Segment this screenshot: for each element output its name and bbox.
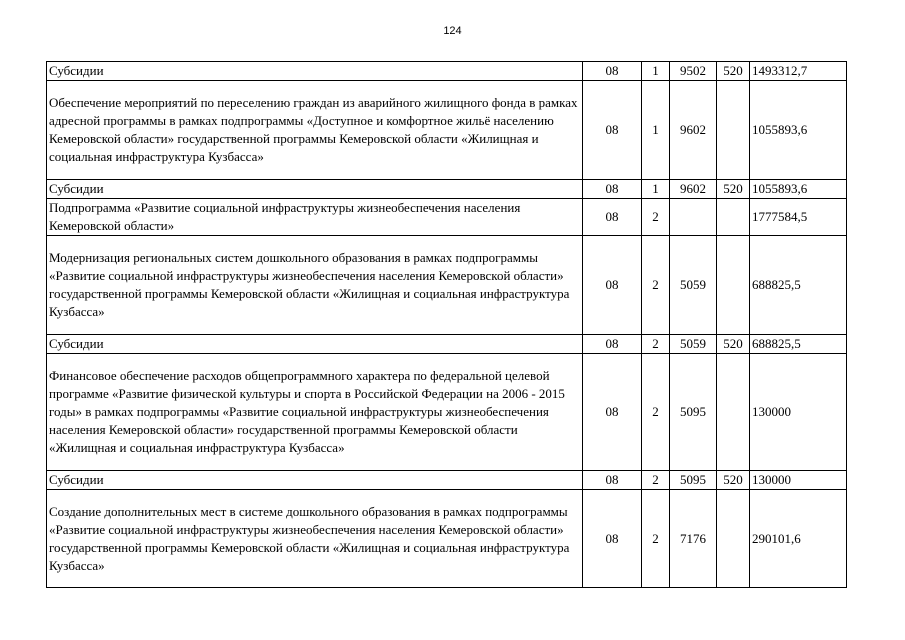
- row-description: Субсидии: [47, 180, 583, 199]
- target-article-code: 9602: [670, 180, 717, 199]
- section-code: 08: [583, 62, 642, 81]
- amount: 688825,5: [750, 236, 847, 335]
- target-article-code: 9602: [670, 81, 717, 180]
- subsection-code: 1: [642, 180, 670, 199]
- row-description: Финансовое обеспечение расходов общепрограммного характера по федеральной целевой программе «Развитие физической культуры и спорта в Российской Федерации на 2006 - 2015 годы» в рамках подпрограммы «Развитие социальной инфраструктуры жизнеобеспечения населения Кемеровской области» государственной программы Кемеровской области «Жилищная и социальная инфраструктура Кузбасса»: [47, 354, 583, 471]
- row-description: Подпрограмма «Развитие социальной инфраструктуры жизнеобеспечения населения Кемеровской области»: [47, 199, 583, 236]
- table-row: [47, 335, 847, 354]
- amount: 290101,6: [750, 490, 847, 588]
- subsection-code: 2: [642, 335, 670, 354]
- expense-type-code: 520: [717, 180, 750, 199]
- amount: 1055893,6: [750, 180, 847, 199]
- amount: 1055893,6: [750, 81, 847, 180]
- table-row: [47, 471, 847, 490]
- table-row: [47, 236, 847, 335]
- section-code: 08: [583, 81, 642, 180]
- section-code: 08: [583, 471, 642, 490]
- row-description: Обеспечение мероприятий по переселению граждан из аварийного жилищного фонда в рамках адресной программы в рамках подпрограммы «Доступное и комфортное жильё населению Кемеровской области» государственной программы Кемеровской области «Жилищная и социальная инфраструктура Кузбасса»: [47, 81, 583, 180]
- subsection-code: 2: [642, 354, 670, 471]
- expense-type-code: 520: [717, 62, 750, 81]
- section-code: 08: [583, 236, 642, 335]
- row-description: Субсидии: [47, 471, 583, 490]
- amount: 1493312,7: [750, 62, 847, 81]
- subsection-code: 2: [642, 236, 670, 335]
- target-article-code: 5059: [670, 335, 717, 354]
- section-code: 08: [583, 490, 642, 588]
- table-row: [47, 180, 847, 199]
- subsection-code: 2: [642, 199, 670, 236]
- subsection-code: 2: [642, 490, 670, 588]
- expense-type-code: [717, 236, 750, 335]
- row-description: Создание дополнительных мест в системе дошкольного образования в рамках подпрограммы «Развитие социальной инфраструктуры жизнеобеспечения населения Кемеровской области» государственной программы Кемеровской области «Жилищная и социальная инфраструктура Кузбасса»: [47, 490, 583, 588]
- target-article-code: 9502: [670, 62, 717, 81]
- table-row: [47, 199, 847, 236]
- expense-type-code: [717, 354, 750, 471]
- amount: 1777584,5: [750, 199, 847, 236]
- row-description: Модернизация региональных систем дошкольного образования в рамках подпрограммы «Развитие социальной инфраструктуры жизнеобеспечения населения Кемеровской области» государственной программы Кемеровской области «Жилищная и социальная инфраструктура Кузбасса»: [47, 236, 583, 335]
- section-code: 08: [583, 180, 642, 199]
- row-description: Субсидии: [47, 62, 583, 81]
- section-code: 08: [583, 199, 642, 236]
- section-code: 08: [583, 335, 642, 354]
- table-row: [47, 354, 847, 471]
- table-row: [47, 490, 847, 588]
- subsection-code: 1: [642, 62, 670, 81]
- expense-type-code: 520: [717, 335, 750, 354]
- subsection-code: 2: [642, 471, 670, 490]
- target-article-code: 5095: [670, 354, 717, 471]
- expense-type-code: 520: [717, 471, 750, 490]
- page-number: 124: [443, 25, 462, 37]
- subsection-code: 1: [642, 81, 670, 180]
- amount: 688825,5: [750, 335, 847, 354]
- expense-type-code: [717, 490, 750, 588]
- expense-type-code: [717, 199, 750, 236]
- amount: 130000: [750, 354, 847, 471]
- table-row: [47, 81, 847, 180]
- expense-type-code: [717, 81, 750, 180]
- target-article-code: [670, 199, 717, 236]
- row-description: Субсидии: [47, 335, 583, 354]
- target-article-code: 5059: [670, 236, 717, 335]
- budget-table: [46, 61, 847, 588]
- amount: 130000: [750, 471, 847, 490]
- section-code: 08: [583, 354, 642, 471]
- target-article-code: 7176: [670, 490, 717, 588]
- target-article-code: 5095: [670, 471, 717, 490]
- table-row: [47, 62, 847, 81]
